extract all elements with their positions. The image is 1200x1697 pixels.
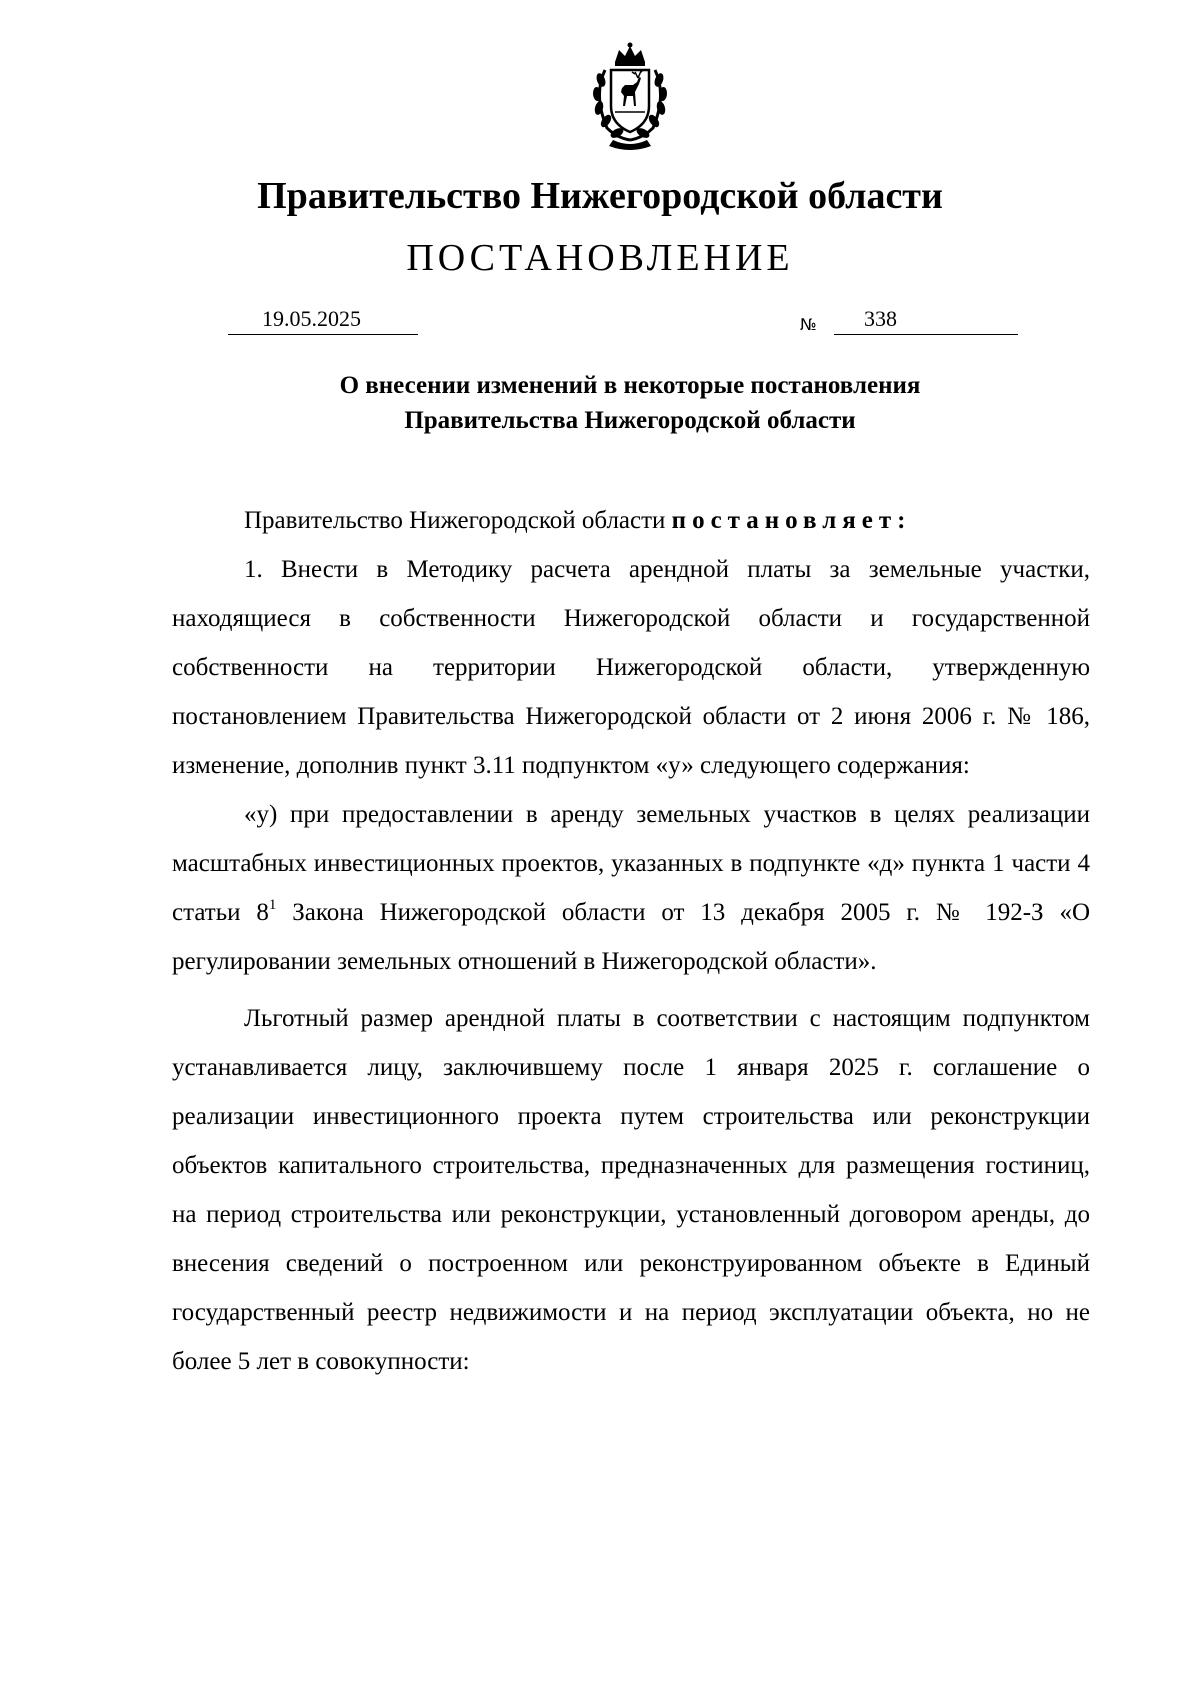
document-body: [172, 496, 1090, 1386]
document-date: 19.05.2025: [262, 306, 361, 331]
quote-text-before: «у) при предоставлении в аренду земельных участков в целях реализации масштабных инвестиционных проектов, указанных в подпункте «д» пункта 1 части 4 статьи 8: [172, 801, 1090, 926]
document-date-field: [228, 304, 418, 335]
document-number: 338: [864, 306, 897, 331]
document-type: ПОСТАНОВЛЕНИЕ: [406, 237, 794, 279]
quote-text-after: Закона Нижегородской области от 13 декабря 2005 г. № 192-З «О регулировании земельных отношений в Нижегородской области».: [172, 899, 1090, 975]
item-1-paragraph: 1. Внести в Методику расчета арендной платы за земельные участки, находящиеся в собственности Нижегородской области и государственной собственности на территории Нижегородской области, утвержденную постановлением Правительства Нижегородской области от 2 июня 2006 г. № 186, изменение, дополнив пункт 3.11 подпунктом «у» следующего содержания:: [172, 556, 1090, 779]
document-number-field: [834, 304, 1018, 335]
number-label: №: [800, 315, 817, 334]
subject-line-2: Правительства Нижегородской области: [404, 407, 856, 434]
benefit-paragraph: Льготный размер арендной платы в соответствии с настоящим подпунктом устанавливается лицу, заключившему после 1 января 2025 г. соглашение о реализации инвестиционного проекта путем строительства или реконструкции объектов капитального строительства, предназначенных для размещения гостиниц, на период строительства или реконструкции, установленный договором аренды, до внесения сведений о построенном или реконструированном объекте в Единый государственный реестр недвижимости и на период эксплуатации объекта, но не более 5 лет в совокупности:: [172, 1005, 1090, 1375]
government-title: Правительство Нижегородской области: [257, 175, 943, 217]
preamble-text: Правительство Нижегородской области: [244, 507, 672, 534]
quote-paragraph: [172, 790, 1090, 986]
coat-of-arms-emblem-icon: [575, 40, 685, 150]
document-subject: [0, 368, 1200, 438]
subject-line-1: О внесении изменений в некоторые постановления: [339, 372, 921, 399]
article-superscript: 1: [268, 897, 277, 913]
preamble-emphasis: постановляет:: [671, 507, 912, 534]
preamble-paragraph: [172, 496, 1090, 545]
